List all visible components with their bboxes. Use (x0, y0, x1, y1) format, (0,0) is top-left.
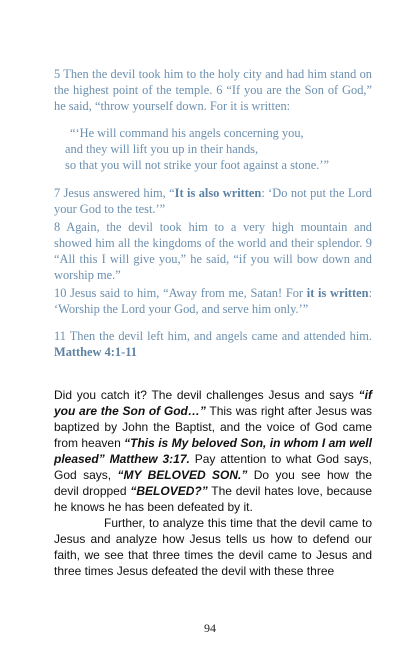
commentary-paragraph-2: Further, to analyze this time that the devil came to Jesus and analyze how Jesus tells us how to defend our faith, we see that three times the devil came to Jesus and three times Jesus defeated the devil with these three (54, 516, 372, 578)
verse-10: 10 Jesus said to him, “Away from me, Satan! For it is written: ‘Worship the Lord your God, and serve him only.’” (54, 286, 373, 317)
scripture-quote (54, 125, 372, 173)
scripture-passage (54, 66, 372, 361)
quote-line-2: and they will lift you up in their hands, (65, 142, 259, 157)
commentary-paragraph-1: Did you catch it? The devil challenges Jesus and says “if you are the Son of God…” This was right after Jesus was baptized by John the Baptist, and the voice of God came from heaven “This is My beloved Son, in whom I am well pleased” Matthew 3:17. Pay attention to what God says, God says, “MY BELOVED SON.” Do you see how the devil dropped “BELOVED?” The devil hates love, because he knows he has been defeated by it. (54, 388, 373, 514)
verse-5-6: 5 Then the devil took him to the holy city and had him stand on the highest point of the temple. 6 “If you are the Son of God,” he said, “throw yourself down. For it is written: (54, 67, 372, 114)
verse-11: 11 Then the devil left him, and angels came and attended him. Matthew 4:1-11 (54, 329, 372, 360)
quote-line-3: so that you will not strike your foot against a stone.’” (65, 158, 329, 173)
page-number: 94 (204, 621, 216, 635)
verse-7: 7 Jesus answered him, “It is also written: ‘Do not put the Lord your God to the test.’” (54, 185, 372, 216)
commentary (54, 387, 372, 579)
verse-10-emphasis: it is written (306, 286, 369, 301)
verse-8-9: 8 Again, the devil took him to a very high mountain and showed him all the kingdoms of the world and their splendor. 9 “All this I will give you,” he said, “if you will bow down and worship me.” (54, 219, 372, 283)
verse-7-emphasis: It is also written (174, 185, 262, 200)
quote-line-1: “‘He will command his angels concerning you, (70, 126, 304, 141)
scripture-reference: Matthew 4:1-11 (54, 345, 137, 360)
